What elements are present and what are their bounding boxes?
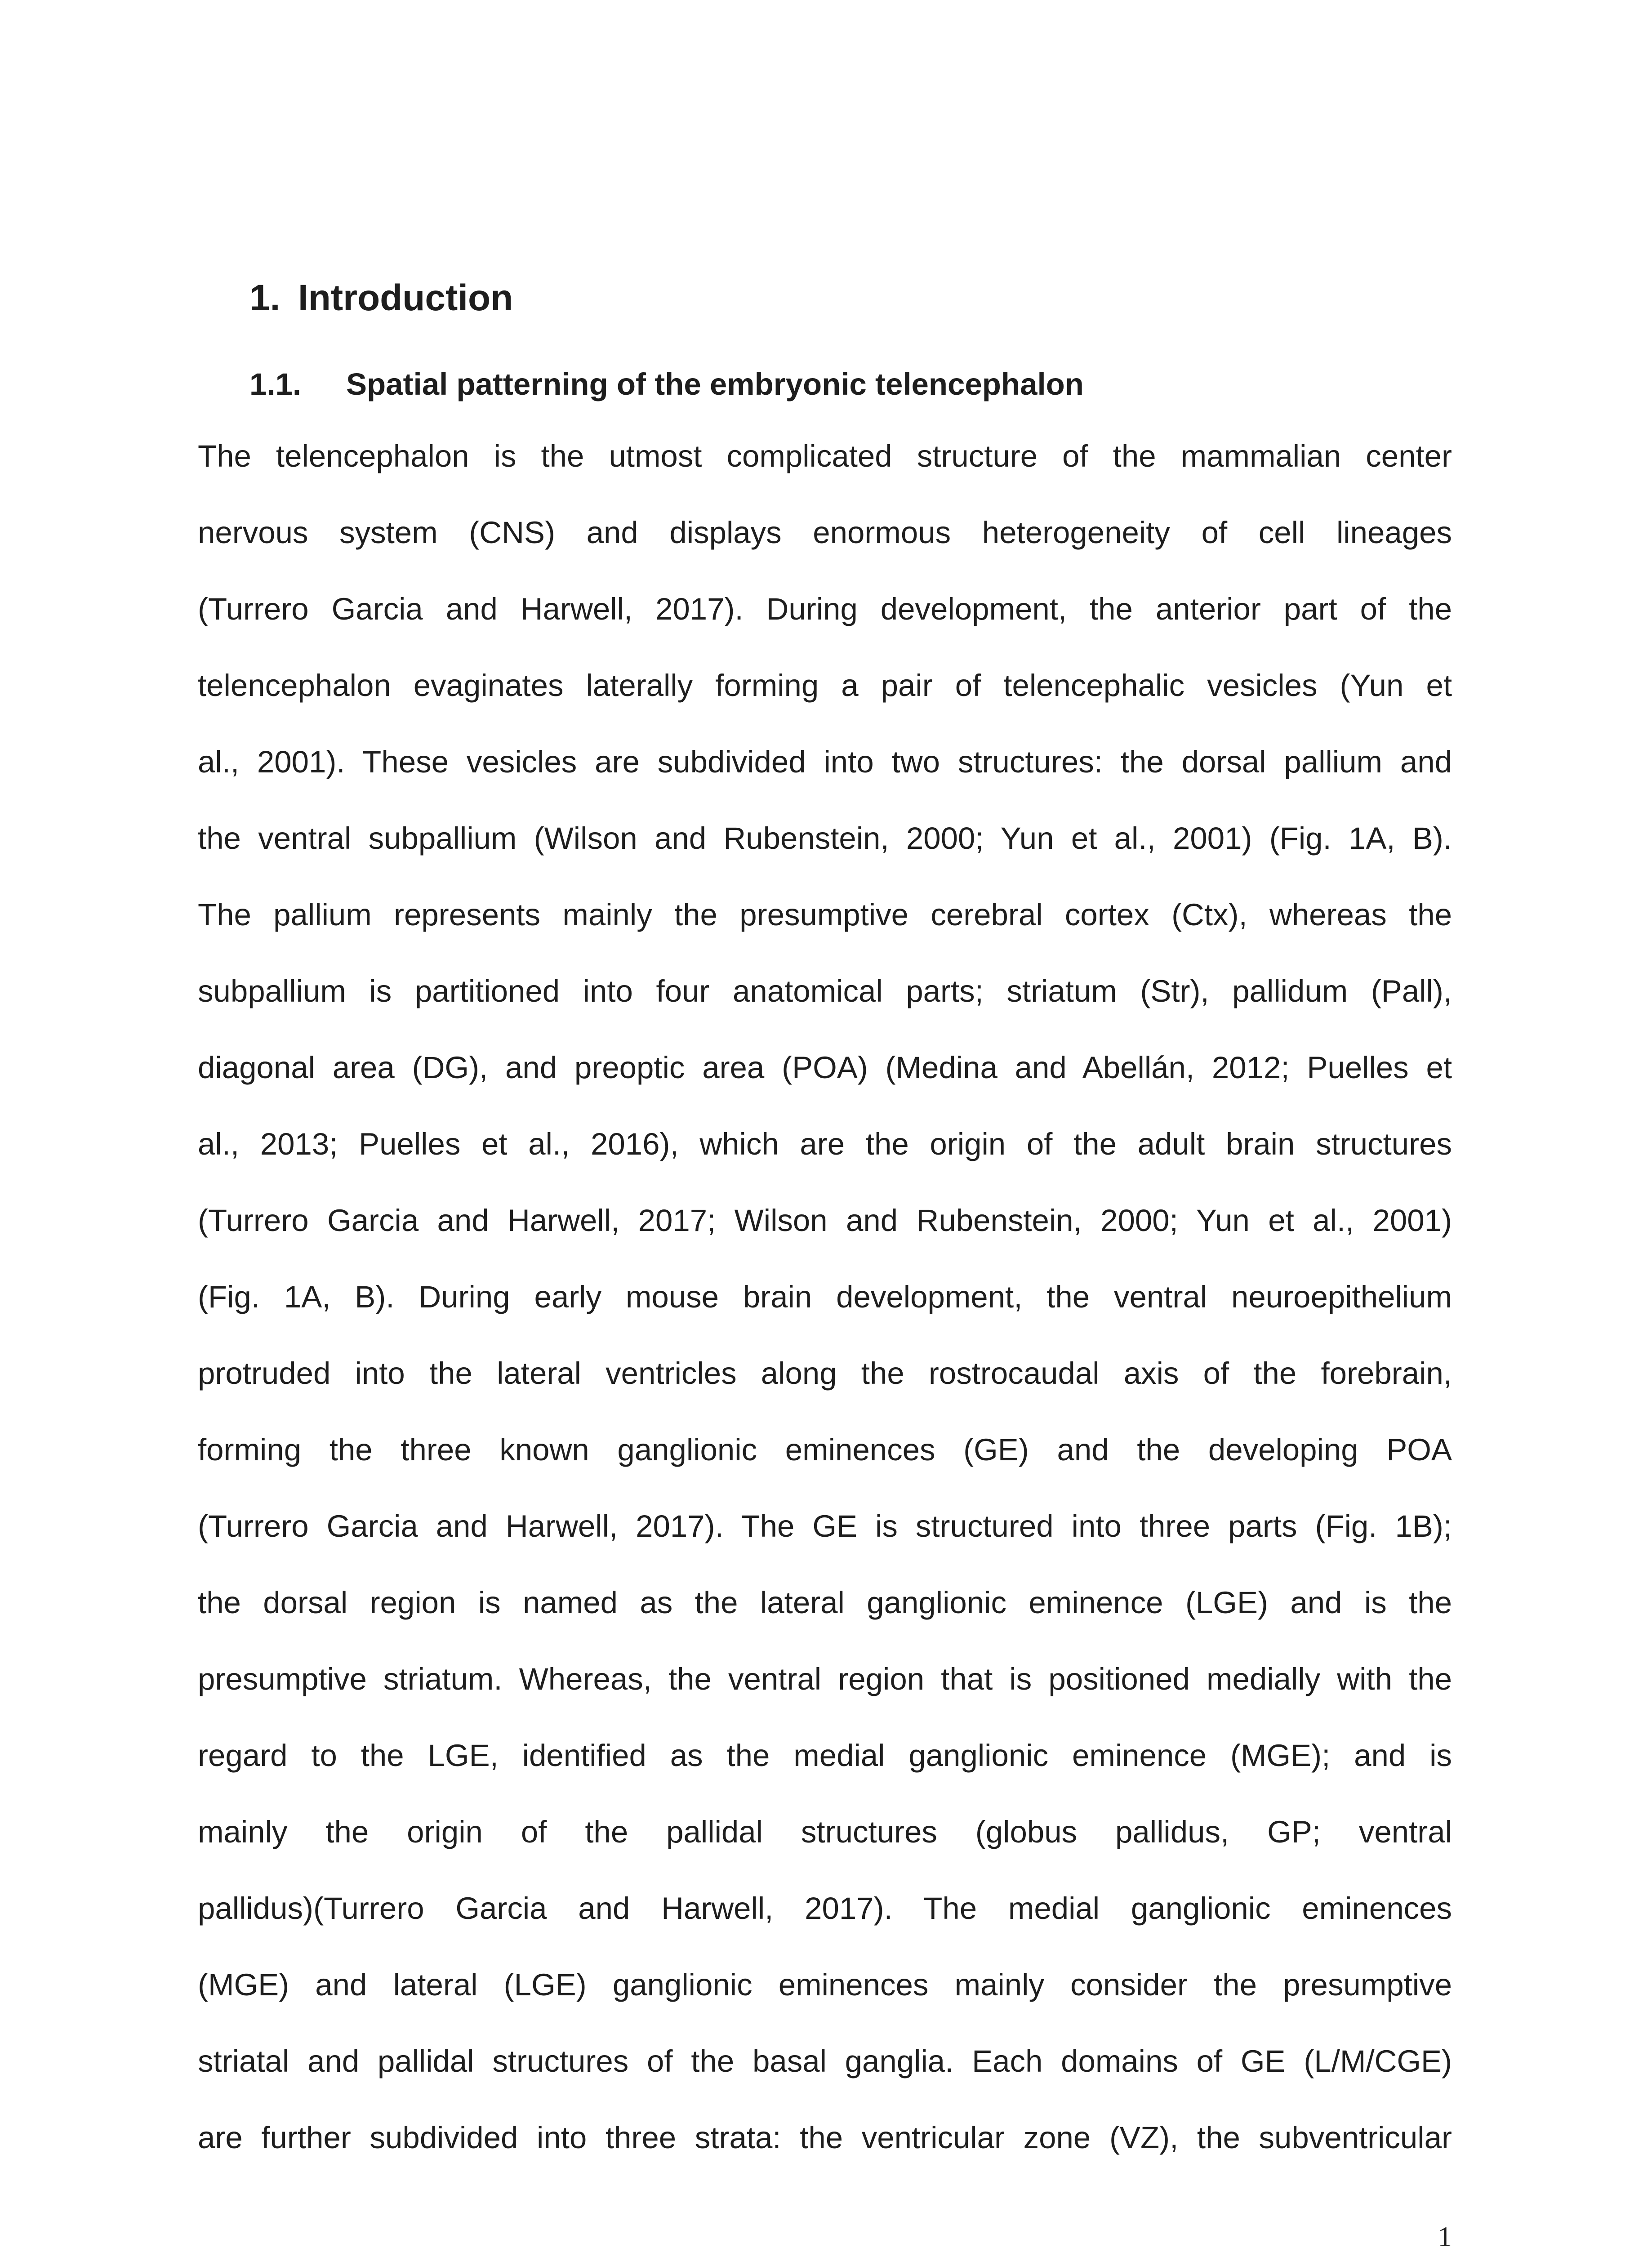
text-line: nervous system (CNS) and displays enormous heterogeneity of cell lineages [198, 515, 1452, 550]
section-number: 1.1. [249, 367, 302, 401]
page-number: 1 [1438, 2221, 1452, 2248]
text-line: pallidus)(Turrero Garcia and Harwell, 2017). The medial ganglionic eminences [198, 1891, 1452, 1926]
body-paragraph [198, 432, 1452, 2190]
section-title: Spatial patterning of the embryonic telencephalon [346, 367, 1084, 401]
text-line: (MGE) and lateral (LGE) ganglionic eminences mainly consider the presumptive [198, 1967, 1452, 2002]
text-line: protruded into the lateral ventricles along the rostrocaudal axis of the forebrain, [198, 1356, 1452, 1391]
text-line: (Turrero Garcia and Harwell, 2017). The GE is structured into three parts (Fig. 1B); [198, 1509, 1452, 1543]
text-line: The telencephalon is the utmost complicated structure of the mammalian center [198, 439, 1452, 473]
text-line: (Turrero Garcia and Harwell, 2017; Wilson and Rubenstein, 2000; Yun et al., 2001) [198, 1203, 1452, 1238]
text-line: subpallium is partitioned into four anatomical parts; striatum (Str), pallidum (Pall), [198, 974, 1452, 1008]
text-line: regard to the LGE, identified as the medial ganglionic eminence (MGE); and is [198, 1738, 1452, 1773]
chapter-number: 1. [249, 277, 281, 318]
text-line: al., 2013; Puelles et al., 2016), which are the origin of the adult brain structures [198, 1127, 1452, 1161]
section-heading [249, 364, 1084, 405]
text-line: The pallium represents mainly the presumptive cerebral cortex (Ctx), whereas the [198, 897, 1452, 932]
text-line: al., 2001). These vesicles are subdivided into two structures: the dorsal pallium and [198, 745, 1452, 779]
text-line: mainly the origin of the pallidal structures (globus pallidus, GP; ventral [198, 1815, 1452, 1849]
text-line: are further subdivided into three strata: the ventricular zone (VZ), the subventricular [198, 2120, 1452, 2155]
text-line: the dorsal region is named as the lateral ganglionic eminence (LGE) and is the [198, 1585, 1452, 1620]
text-line: (Turrero Garcia and Harwell, 2017). During development, the anterior part of the [198, 592, 1452, 626]
text-line: striatal and pallidal structures of the basal ganglia. Each domains of GE (L/M/CGE) [198, 2044, 1452, 2079]
text-line: telencephalon evaginates laterally forming a pair of telencephalic vesicles (Yun et [198, 668, 1452, 703]
text-line: diagonal area (DG), and preoptic area (POA) (Medina and Abellán, 2012; Puelles et [198, 1050, 1452, 1085]
chapter-title: Introduction [298, 277, 513, 318]
text-line: forming the three known ganglionic eminences (GE) and the developing POA [198, 1432, 1452, 1467]
chapter-heading [249, 273, 513, 323]
text-line: the ventral subpallium (Wilson and Rubenstein, 2000; Yun et al., 2001) (Fig. 1A, B). [198, 821, 1452, 856]
text-line: (Fig. 1A, B). During early mouse brain development, the ventral neuroepithelium [198, 1280, 1452, 1314]
text-line: presumptive striatum. Whereas, the ventral region that is positioned medially with the [198, 1662, 1452, 1696]
